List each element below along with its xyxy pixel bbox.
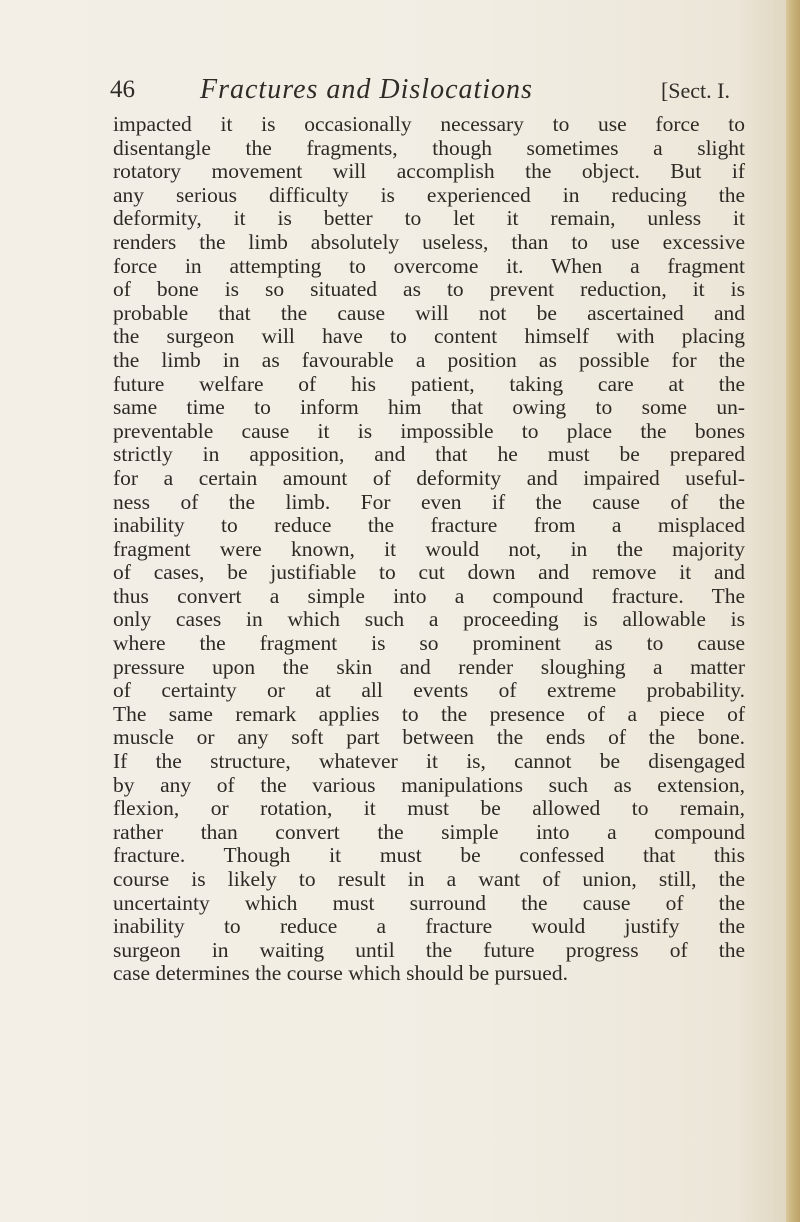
text-line: deformity, it is better to let it remain, unless it xyxy=(113,206,745,231)
text-line: impacted it is occasionally necessary to use force to xyxy=(113,112,745,136)
text-line: fragment were known, it would not, in the majority xyxy=(113,536,745,561)
text-line: fracture. Though it must be confessed that this xyxy=(113,843,745,868)
text-line: ness of the limb. For even if the cause of the xyxy=(113,489,745,514)
body-text xyxy=(113,113,745,986)
text-line: inability to reduce the fracture from a misplaced xyxy=(113,513,745,538)
text-line: of cases, be justifiable to cut down and remove it and xyxy=(113,560,745,585)
section-label: [Sect. I. xyxy=(660,78,730,103)
text-line: rather than convert the simple into a compound xyxy=(113,819,745,844)
text-line: thus convert a simple into a compound fracture. The xyxy=(113,583,745,608)
text-line: disentangle the fragments, though sometimes a slight xyxy=(113,135,745,160)
text-line: the limb in as favourable a position as possible for the xyxy=(113,347,745,372)
running-title: Fractures and Dislocations xyxy=(200,74,533,105)
text-line: case determines the course which should be pursued. xyxy=(113,961,568,986)
text-line: probable that the cause will not be ascertained and xyxy=(113,300,745,325)
text-line: preventable cause it is impossible to place the bones xyxy=(113,418,745,443)
text-line: flexion, or rotation, it must be allowed to remain, xyxy=(113,796,745,821)
page-number: 46 xyxy=(110,76,135,103)
text-line: of certainty or at all events of extreme probability. xyxy=(113,678,745,703)
text-line: by any of the various manipulations such as extension, xyxy=(113,772,745,797)
text-line: rotatory movement will accomplish the object. But if xyxy=(113,159,745,184)
text-line: inability to reduce a fracture would justify the xyxy=(113,914,745,939)
text-line: where the fragment is so prominent as to cause xyxy=(113,631,745,656)
page-header xyxy=(110,74,730,110)
text-line: course is likely to result in a want of union, still, the xyxy=(113,867,745,891)
text-line: pressure upon the skin and render sloughing a matter xyxy=(113,654,745,679)
text-line: muscle or any soft part between the ends of the bone. xyxy=(113,725,745,750)
text-line: uncertainty which must surround the cause of the xyxy=(113,890,745,915)
text-line: The same remark applies to the presence of a piece of xyxy=(113,701,745,726)
text-line: future welfare of his patient, taking care at the xyxy=(113,371,745,396)
text-line: surgeon in waiting until the future progress of the xyxy=(113,937,745,962)
text-line: only cases in which such a proceeding is allowable is xyxy=(113,607,745,632)
text-line: renders the limb absolutely useless, than to use excessive xyxy=(113,229,745,254)
text-line: of bone is so situated as to prevent reduction, it is xyxy=(113,277,745,302)
text-line: If the structure, whatever it is, cannot be disengaged xyxy=(113,749,745,774)
text-line: for a certain amount of deformity and impaired useful- xyxy=(113,465,745,490)
text-line: same time to inform him that owing to some un- xyxy=(113,395,745,420)
text-line: any serious difficulty is experienced in reducing the xyxy=(113,182,745,207)
text-line: the surgeon will have to content himself with placing xyxy=(113,324,745,349)
text-line: force in attempting to overcome it. When a fragment xyxy=(113,253,745,278)
page-edge xyxy=(786,0,800,1222)
text-line: strictly in apposition, and that he must be prepared xyxy=(113,442,745,467)
